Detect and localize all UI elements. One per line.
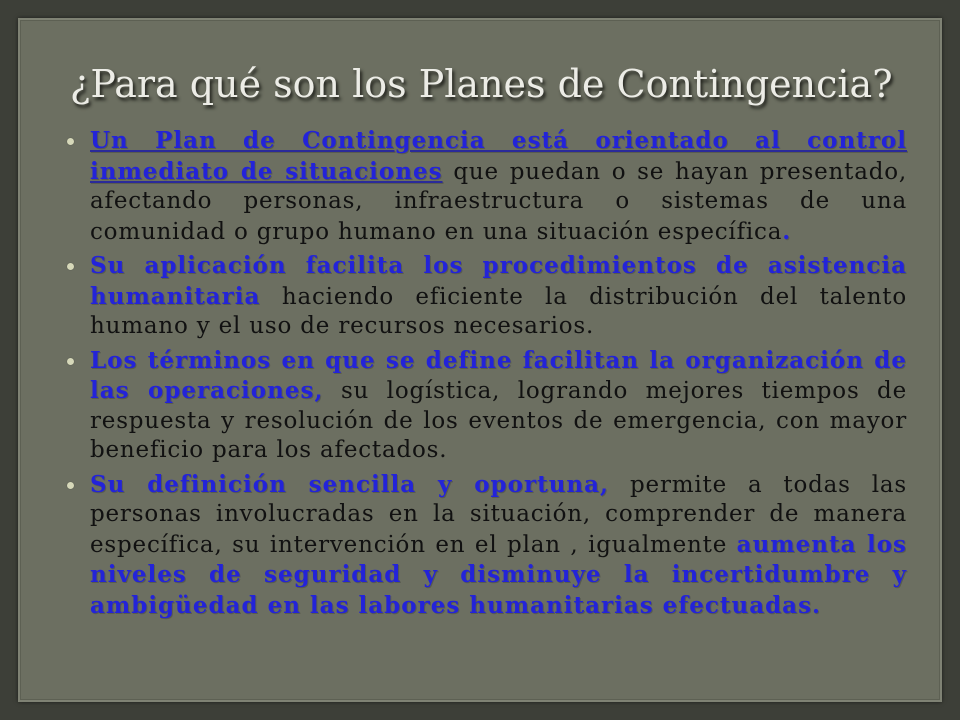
bullet-text <box>90 126 907 247</box>
emphasis-text: Un Plan de Contingencia está orientado al control inmediato de situaciones <box>90 127 907 185</box>
body-text: que puedan o se hayan presentado, afectando personas, infraestructura o sistemas de una comunidad o grupo humano en una situación específica <box>90 158 907 245</box>
bullet-dot-icon <box>67 358 74 365</box>
slide-title: ¿Para qué son los Planes de Contingencia? <box>70 62 893 106</box>
bullet-dot-icon <box>67 138 74 145</box>
body-text: permite a todas las personas involucradas en la situación, comprender de manera específica, su intervención en el plan , igualmente <box>90 471 907 558</box>
slide-panel <box>18 18 942 702</box>
bullet-text <box>90 251 907 342</box>
body-text: su logística, logrando mejores tiempos de respuesta y resolución de los eventos de emergencia, con mayor beneficio para los afectados. <box>90 378 907 463</box>
emphasis-text: Su aplicación facilita los procedimientos de asistencia humanitaria <box>90 252 907 310</box>
body-text: haciendo eficiente la distribución del talento humano y el uso de recursos necesarios. <box>90 283 907 339</box>
bullet-list <box>62 126 907 625</box>
bullet-item <box>62 251 907 342</box>
emphasis-text: aumenta los niveles de seguridad y disminuye la incertidumbre y ambigüedad en las labores humanitarias efectuadas. <box>90 530 907 619</box>
bullet-dot-icon <box>67 482 74 489</box>
emphasis-text: . <box>782 217 792 245</box>
emphasis-text: Los términos en que se define facilitan la organización de las operaciones, <box>90 346 907 404</box>
bullet-dot-icon <box>67 263 74 270</box>
bullet-item <box>62 470 907 622</box>
emphasis-text: Su definición sencilla y oportuna, <box>90 470 610 498</box>
bullet-item <box>62 346 907 466</box>
bullet-text <box>90 346 907 466</box>
bullet-item <box>62 126 907 247</box>
bullet-text <box>90 470 907 622</box>
